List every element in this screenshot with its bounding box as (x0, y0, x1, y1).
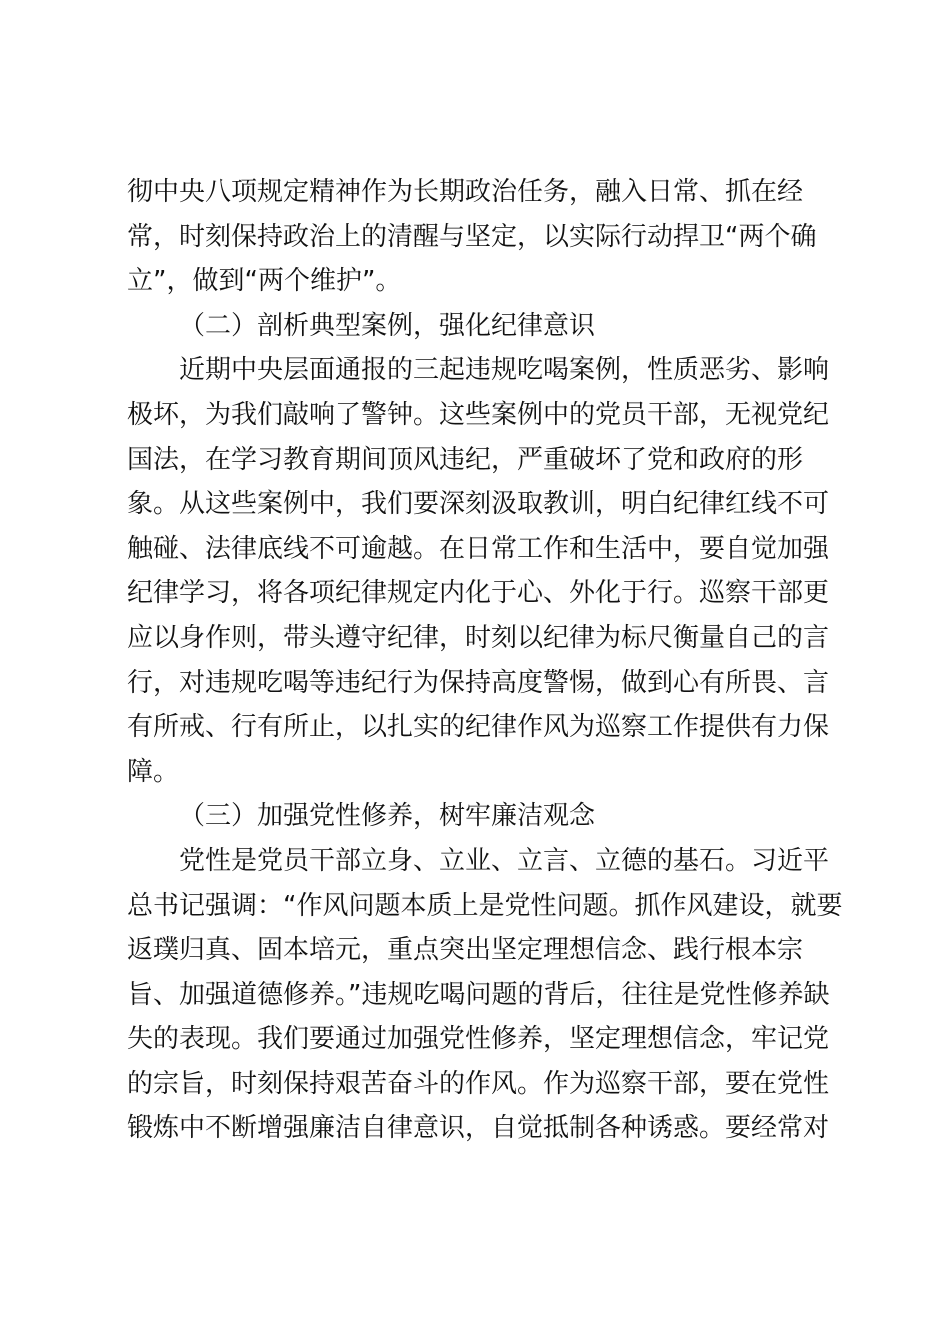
paragraph-line: 总书记强调：“作风问题本质上是党性问题。抓作风建设，就要 (127, 890, 843, 921)
paragraph-line: 象。从这些案例中，我们要深刻汲取教训，明白纪律红线不可 (127, 489, 830, 520)
paragraph-line: 失的表现。我们要通过加强党性修养，坚定理想信念，牢记党 (127, 1024, 830, 1055)
paragraph-line: 纪律学习，将各项纪律规定内化于心、外化于行。巡察干部更 (127, 578, 830, 609)
document-body (127, 170, 843, 1151)
paragraph-line: 极坏，为我们敲响了警钟。这些案例中的党员干部，无视党纪 (127, 399, 830, 430)
paragraph-line: 锻炼中不断增强廉洁自律意识，自觉抵制各种诱惑。要经常对 (127, 1113, 830, 1144)
section-heading: （二）剖析典型案例，强化纪律意识 (179, 310, 596, 341)
paragraph-line: 有所戒、行有所止，以扎实的纪律作风为巡察工作提供有力保 (127, 712, 830, 743)
paragraph-line: 行，对违规吃喝等违纪行为保持高度警惕，做到心有所畏、言 (127, 667, 830, 698)
paragraph-line: 触碰、法律底线不可逾越。在日常工作和生活中，要自觉加强 (127, 533, 830, 564)
section-heading: （三）加强党性修养，树牢廉洁观念 (179, 801, 596, 832)
paragraph-line: 党性是党员干部立身、立业、立言、立德的基石。习近平 (179, 845, 830, 876)
paragraph-line: 近期中央层面通报的三起违规吃喝案例，性质恶劣、影响 (179, 355, 830, 386)
paragraph-line: 障。 (127, 756, 180, 787)
paragraph-line: 旨、加强道德修养。”违规吃喝问题的背后，往往是党性修养缺 (127, 979, 830, 1010)
paragraph-line: 常，时刻保持政治上的清醒与坚定，以实际行动捍卫“两个确 (127, 221, 817, 252)
paragraph-line: 彻中央八项规定精神作为长期政治任务，融入日常、抓在经 (127, 177, 804, 207)
paragraph-line: 立”，做到“两个维护”。 (127, 266, 402, 297)
paragraph-line: 国法，在学习教育期间顶风违纪，严重破坏了党和政府的形 (127, 444, 804, 475)
paragraph-line: 的宗旨，时刻保持艰苦奋斗的作风。作为巡察干部，要在党性 (127, 1068, 830, 1099)
paragraph-line: 返璞归真、固本培元，重点突出坚定理想信念、践行根本宗 (127, 935, 804, 966)
paragraph-line: 应以身作则，带头遵守纪律，时刻以纪律为标尺衡量自己的言 (127, 622, 830, 653)
